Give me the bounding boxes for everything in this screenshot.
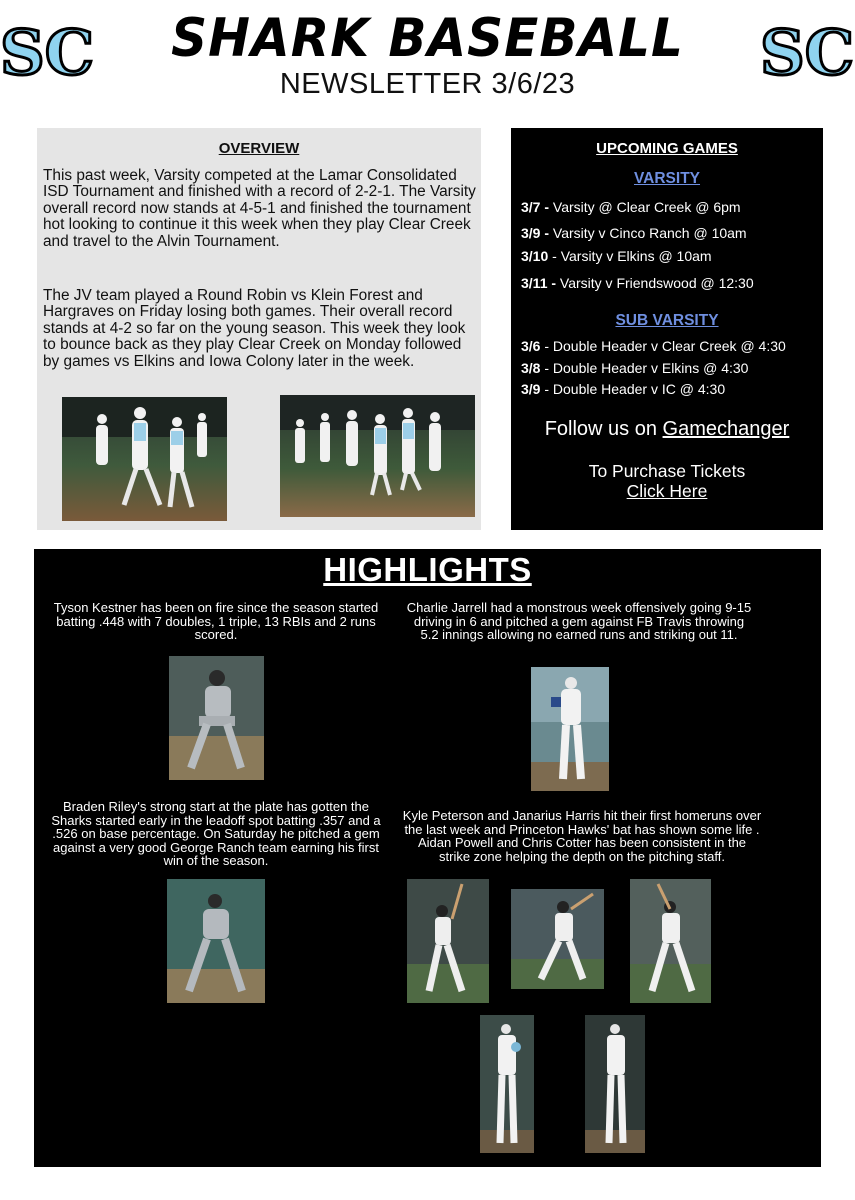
kestner-photo [169,656,264,780]
highlights-heading: HIGHLIGHTS [323,551,532,588]
highlight-riley: Braden Riley's strong start at the plate has gotten the Sharks started early in the leadoff spot batting .357 and a .526 on base percentage. On Saturday he pitched a gem against a very good George Ranch team earning his first win of the season. [51,799,381,869]
jarrell-photo [531,667,609,791]
highlights-panel [34,549,821,1167]
tickets-text: To Purchase Tickets [588,461,746,481]
game-item: 3/6 - Double Header v Clear Creek @ 4:30 [521,338,786,354]
upcoming-games-panel [511,128,823,530]
upcoming-games-heading: UPCOMING GAMES [596,140,738,157]
pitcher-photo-1 [480,1015,534,1153]
overview-paragraph-jv: The JV team played a Round Robin vs Klein Forest and Hargraves on Friday losing both games. Their overall record stands at 4-2 so far on the young season. This week they look to bounce back as they play Clear Creek on Monday followed by games vs Elkins and Iowa Colony later in the week. [43,287,466,370]
follow-text: Follow us on [544,418,663,440]
sub-varsity-heading: SUB VARSITY [615,312,719,329]
jv-celebration-photo [280,395,475,517]
batter-photo-1 [407,879,489,1003]
highlight-kestner: Tyson Kestner has been on fire since the season started batting .448 with 7 doubles, 1 triple, 13 RBIs and 2 runs scored. [53,600,379,643]
game-item: 3/9 - Varsity v Cinco Ranch @ 10am [521,225,747,241]
svg-text:SC: SC [759,16,855,89]
newsletter-title: SHARK BASEBALL [171,7,684,69]
game-item: 3/7 - Varsity @ Clear Creek @ 6pm [521,199,741,215]
pitcher-photo-2 [585,1015,645,1153]
game-item: 3/9 - Double Header v IC @ 4:30 [521,381,726,397]
overview-heading: OVERVIEW [218,140,300,157]
riley-photo [167,879,265,1003]
overview-paragraph-varsity: This past week, Varsity competed at the Lamar Consolidated ISD Tournament and finished with a record of 2-2-1. The Varsity overall record now stands at 4-5-1 and finished the tournament hot looking to continue it this week when they play Clear Creek and travel to the Alvin Tournament. [43,167,476,250]
purchase-tickets [511,461,823,501]
game-item: 3/8 - Double Header v Elkins @ 4:30 [521,360,749,376]
batter-photo-3 [630,879,711,1003]
follow-gamechanger [511,418,823,441]
tickets-link[interactable]: Click Here [626,481,708,501]
game-item: 3/11 - Varsity v Friendswood @ 12:30 [521,275,754,291]
batter-photo-2 [511,889,604,989]
svg-text:SC: SC [0,16,95,89]
gamechanger-link[interactable]: Gamechanger [662,418,790,440]
varsity-celebration-photo [62,397,227,521]
newsletter-date: NEWSLETTER 3/6/23 [279,68,576,100]
highlight-peterson-harris: Kyle Peterson and Janarius Harris hit their first homeruns over the last week and Princeton Hawks' bat has shown some life . Aidan Powell and Chris Cotter has been consistent in the strike zone helping the depth on the pitching staff. [402,808,762,864]
game-item: 3/10 - Varsity v Elkins @ 10am [521,248,712,264]
highlight-jarrell: Charlie Jarrell had a monstrous week offensively going 9-15 driving in 6 and pitched a gem against FB Travis throwing 5.2 innings allowing no earned runs and striking out 11. [406,600,752,643]
varsity-heading: VARSITY [633,170,701,187]
overview-panel [37,128,481,530]
